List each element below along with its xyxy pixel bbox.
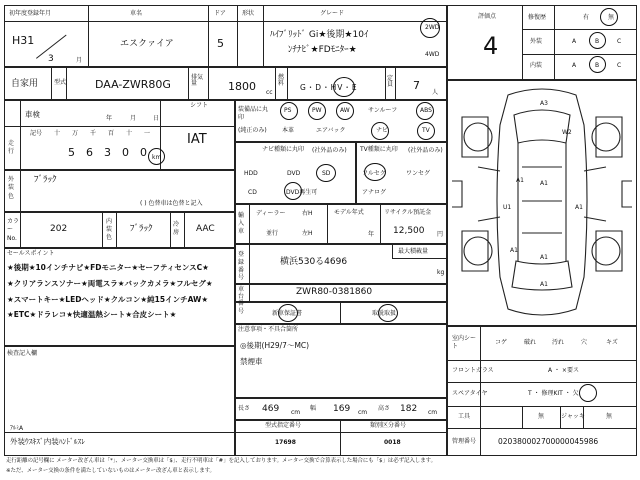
mileage-unit-label: 百 <box>108 130 115 137</box>
equipment-item: エアバック <box>316 127 346 134</box>
inspector-line1: ｱﾙﾐA <box>10 425 24 432</box>
first-reg-era: H31 <box>12 34 35 47</box>
width-label: 幅 <box>310 405 317 412</box>
equipment-item: サンルーフ <box>368 107 398 114</box>
nav-sub: (社外品のみ) <box>312 147 347 154</box>
model-year-unit: 年 <box>368 231 375 238</box>
chassis-number: ZWR80-0381860 <box>296 287 373 297</box>
inspection-month: 月 <box>130 115 137 122</box>
mileage-unit-label: 一 <box>144 130 151 137</box>
damage-mark: A1 <box>510 247 518 254</box>
tools-label: 工具 <box>458 413 471 420</box>
equipment-sublabel: (純正のみ) <box>238 127 267 134</box>
registration-number: 横浜530る4696 <box>280 257 348 267</box>
equipment-item-circle <box>308 102 326 120</box>
exterior-b: B <box>595 38 600 45</box>
spare-value: T ・ 修理KIT ・ 欠 <box>528 390 579 397</box>
interior-sheet-option: 汚れ <box>552 339 565 346</box>
doors-label: ドア <box>214 10 226 17</box>
chassis-label: 車台番号 <box>238 286 245 315</box>
nav-dvd-play: DVD再生可 <box>286 189 318 196</box>
repair-label: 修復歴 <box>528 14 547 21</box>
notes-label: 注意事項・不具合箇所 <box>238 326 299 333</box>
interior-b: B <box>595 62 600 69</box>
spare-circle <box>579 384 597 402</box>
tv-sub: (社外品のみ) <box>408 147 443 154</box>
max-load-unit: kg <box>437 269 445 276</box>
drive-2wd: 2WD <box>425 24 440 31</box>
equipment-item: AW <box>340 107 350 114</box>
repair-yes: 有 <box>583 14 590 21</box>
interior-c: C <box>617 62 622 69</box>
nav-sd: SD <box>322 170 331 177</box>
score-label: 評価点 <box>478 13 497 20</box>
warranty-circle <box>278 304 298 322</box>
interior-sheet-option: キズ <box>606 339 618 346</box>
length-unit: cm <box>291 409 301 416</box>
import-label: 輸入車 <box>238 212 245 235</box>
drive-4wd: 4WD <box>425 51 440 58</box>
sales-points-label: セールスポイント <box>7 250 55 257</box>
recycle-value: 12,500 <box>393 226 425 236</box>
inspection-label: 車検 <box>25 110 40 119</box>
color-value: ﾌﾞﾗｯｸ <box>34 175 57 185</box>
equipment-item: ナビ <box>376 127 389 134</box>
spare-label: スペアタイヤ <box>452 390 488 397</box>
mileage-digit: 0 <box>140 146 147 159</box>
mileage-unit-label: 万 <box>72 130 79 137</box>
model-value: DAA-ZWR80G <box>95 78 171 91</box>
damage-mark: A3 <box>540 100 548 107</box>
type-cert-label: 型式指定番号 <box>265 422 302 429</box>
car-outline-svg <box>448 81 636 325</box>
row-2 <box>4 67 447 100</box>
fuel-selected-circle <box>333 77 355 97</box>
model-year-label: モデル年式 <box>334 209 364 216</box>
damage-mark: A1 <box>540 254 548 261</box>
equipment-item: PS <box>284 107 292 114</box>
equipment-item-circle <box>416 102 434 120</box>
first-reg-month: 3 <box>48 54 54 64</box>
nav-hdd: HDD <box>244 170 258 177</box>
equipment-item: PW <box>312 107 322 114</box>
jack-value: 無 <box>606 413 613 420</box>
warranty-new-car: 新車保証書 <box>272 310 303 317</box>
warranty-row <box>235 302 447 324</box>
class-value: 0018 <box>384 439 401 446</box>
interior-sheet-option: コゲ <box>495 339 508 346</box>
damage-mark: W2 <box>562 129 572 136</box>
damage-mark: A1 <box>540 281 548 288</box>
capacity-value: 7 <box>413 79 420 92</box>
grade-line1: ﾊｲﾌﾞﾘｯﾄﾞ Gi★後期★10ｲ <box>270 30 369 40</box>
notes-line2: 禁煙車 <box>240 357 263 366</box>
height-value: 182 <box>400 404 418 414</box>
color-note: ( ) 色替車は色替と記入 <box>140 200 203 207</box>
displacement-value: 1800 <box>228 80 256 93</box>
recycle-label: リサイクル預託金 <box>384 209 432 216</box>
warranty-manual: 取説取扱 <box>372 310 397 317</box>
tv-oneseg: ワンセグ <box>406 170 431 177</box>
interior-color: ﾌﾞﾗｯｸ <box>130 224 153 234</box>
notes-line1: ◎後期(H29/7～MC) <box>240 341 310 350</box>
inspector-label: 検査記入欄 <box>7 350 38 357</box>
type-cert-value: 17698 <box>275 439 296 446</box>
equipment-item-circle <box>371 122 389 140</box>
nav-label: ナビ種類に丸印 <box>262 146 305 153</box>
drive-2wd-circle <box>420 18 440 38</box>
mileage-unit-label: 記号 <box>30 130 43 137</box>
exterior-label: 外装 <box>530 38 543 45</box>
mileage-digit: 0 <box>122 146 129 159</box>
car-diagram <box>447 80 637 326</box>
exterior-a: A <box>572 38 577 45</box>
interior-a: A <box>572 62 577 69</box>
import-parallel: 並行 <box>266 230 279 237</box>
tv-analog: アナログ <box>362 189 387 196</box>
manual-circle <box>378 304 398 322</box>
import-right: 右H <box>302 210 313 217</box>
width-value: 169 <box>333 404 351 414</box>
mileage-digit: 5 <box>68 146 75 159</box>
interior-label: 内装 <box>530 62 543 69</box>
footer-line2: ※ただ、メーター交換の条件を満たしていないものはメーター改ざん車と表示します。 <box>6 468 215 474</box>
sales-line-4: ★ETC★ドラレコ★快適温熱シート★合皮シート★ <box>7 310 177 319</box>
import-left: 左H <box>302 230 313 237</box>
damage-mark: U1 <box>503 204 512 211</box>
car-name-label: 車名 <box>130 10 143 17</box>
damage-mark: A1 <box>575 204 583 211</box>
equipment-item: ABS <box>420 107 432 114</box>
length-value: 469 <box>262 404 280 414</box>
windshield-value: A ・ ×要ス <box>548 367 579 374</box>
mileage-label: 走行 <box>8 140 15 156</box>
height-label: 高さ <box>378 405 391 412</box>
notes-section <box>235 324 447 398</box>
nav-dvdplay-circle <box>284 182 302 200</box>
displacement-label: 排気量 <box>191 74 204 87</box>
shift-value: IAT <box>187 132 207 147</box>
repair-circle <box>600 8 618 26</box>
fuel-options: G・D・HV・E <box>300 83 358 92</box>
capacity-unit: 人 <box>432 89 439 96</box>
month-unit: 月 <box>76 57 83 64</box>
model-label: 型式 <box>54 79 67 86</box>
shift-label: シフト <box>190 102 209 109</box>
interior-circle <box>589 56 606 73</box>
doors-value: 5 <box>217 37 224 50</box>
class-label: 類別区分番号 <box>370 422 407 429</box>
exterior-circle <box>589 32 606 49</box>
equipment-item-circle <box>336 102 354 120</box>
equipment-item-circle <box>417 122 435 140</box>
max-load-label: 最大積載量 <box>398 248 429 255</box>
mileage-unit-label: 十 <box>54 130 61 137</box>
exterior-c: C <box>617 38 622 45</box>
tv-label: TV種類に丸印 <box>360 146 398 153</box>
fuel-label: 燃料 <box>278 74 285 87</box>
mgmt-value: 020380002700000045986 <box>498 437 599 446</box>
mgmt-label: 管理番号 <box>452 438 477 445</box>
color-label: 外装色 <box>8 176 15 200</box>
shape-label: 形状 <box>242 10 255 17</box>
score-value: 4 <box>483 32 499 60</box>
jack-label: ジャッキ <box>561 413 585 420</box>
mileage-km: km <box>152 154 162 161</box>
grade-label: グレード <box>320 10 345 17</box>
interior-color-label: 内装色 <box>106 218 113 241</box>
length-label: 長さ <box>238 405 251 412</box>
interior-sheet-option: 破れ <box>524 339 537 346</box>
nav-dvd: DVD <box>287 170 301 177</box>
recycle-yen: 円 <box>437 231 444 238</box>
height-unit: cm <box>428 409 438 416</box>
nav-cd: CD <box>248 189 257 196</box>
tools-value: 無 <box>538 413 545 420</box>
registration-label: 登録番号 <box>238 251 245 282</box>
tv-fullseg-circle <box>364 163 386 181</box>
sales-line-1: ★後期★10インチナビ★FDモニター★セーフティセンスC★ <box>7 263 209 272</box>
cc-unit: cc <box>266 89 273 96</box>
usage: 自家用 <box>11 79 39 89</box>
equipment-item: TV <box>422 127 430 134</box>
nav-sd-circle <box>316 164 336 182</box>
equipment-item-circle <box>280 102 298 120</box>
width-unit: cm <box>358 409 368 416</box>
footer-line1: 走行距離の記号欄に メーター改ざん車は「*」、メーター交換車は「$」、走行不明車は「#」を記入しております。メーター交換で合算表示した場合にも「$」は必ず記入します。 <box>6 458 436 464</box>
car-name: エスクァイア <box>120 39 174 49</box>
equipment-label: 装備品に丸印 <box>238 106 269 121</box>
capacity-label: 定員 <box>387 75 394 88</box>
mileage-unit-label: 十 <box>126 130 133 137</box>
color-code: 202 <box>50 224 68 234</box>
inspection-day: 日 <box>153 115 160 122</box>
first-reg-label: 初年度登録年月 <box>9 10 52 17</box>
inspection-year: 年 <box>106 115 113 122</box>
windshield-label: フロントガラス <box>452 367 494 374</box>
interior-sheet-label: 室内シート <box>452 335 477 351</box>
mileage-digit: 3 <box>104 146 111 159</box>
damage-mark: A1 <box>540 180 548 187</box>
grade-line2: ﾝﾁﾅﾋﾞ★FDﾓﾆﾀｰ★ <box>288 45 357 55</box>
ac-value: AAC <box>196 224 215 234</box>
damage-mark: A1 <box>516 177 524 184</box>
repair-no: 無 <box>608 14 615 21</box>
sales-line-2: ★クリアランスソナー★両電スラ★バックカメラ★フルセグ★ <box>7 279 213 288</box>
km-circle <box>148 148 165 165</box>
import-dealer: ディーラー <box>256 210 286 217</box>
inspector-line2: 外装ｳｽｷｽﾞ内装ﾊﾝﾄﾞﾙｽﾚ <box>10 437 85 446</box>
mileage-digit: 6 <box>86 146 93 159</box>
tv-fullseg: フルセグ <box>362 170 386 177</box>
sales-line-3: ★スマートキー★LEDヘッド★クルコン★純15インチAW★ <box>7 295 209 304</box>
color-code-label: カラー No. <box>7 218 20 242</box>
equipment-item: 本革 <box>282 127 295 134</box>
ac-label: 冷房 <box>173 221 180 236</box>
mileage-unit-label: 千 <box>90 130 97 137</box>
interior-sheet-option: 穴 <box>581 339 588 346</box>
